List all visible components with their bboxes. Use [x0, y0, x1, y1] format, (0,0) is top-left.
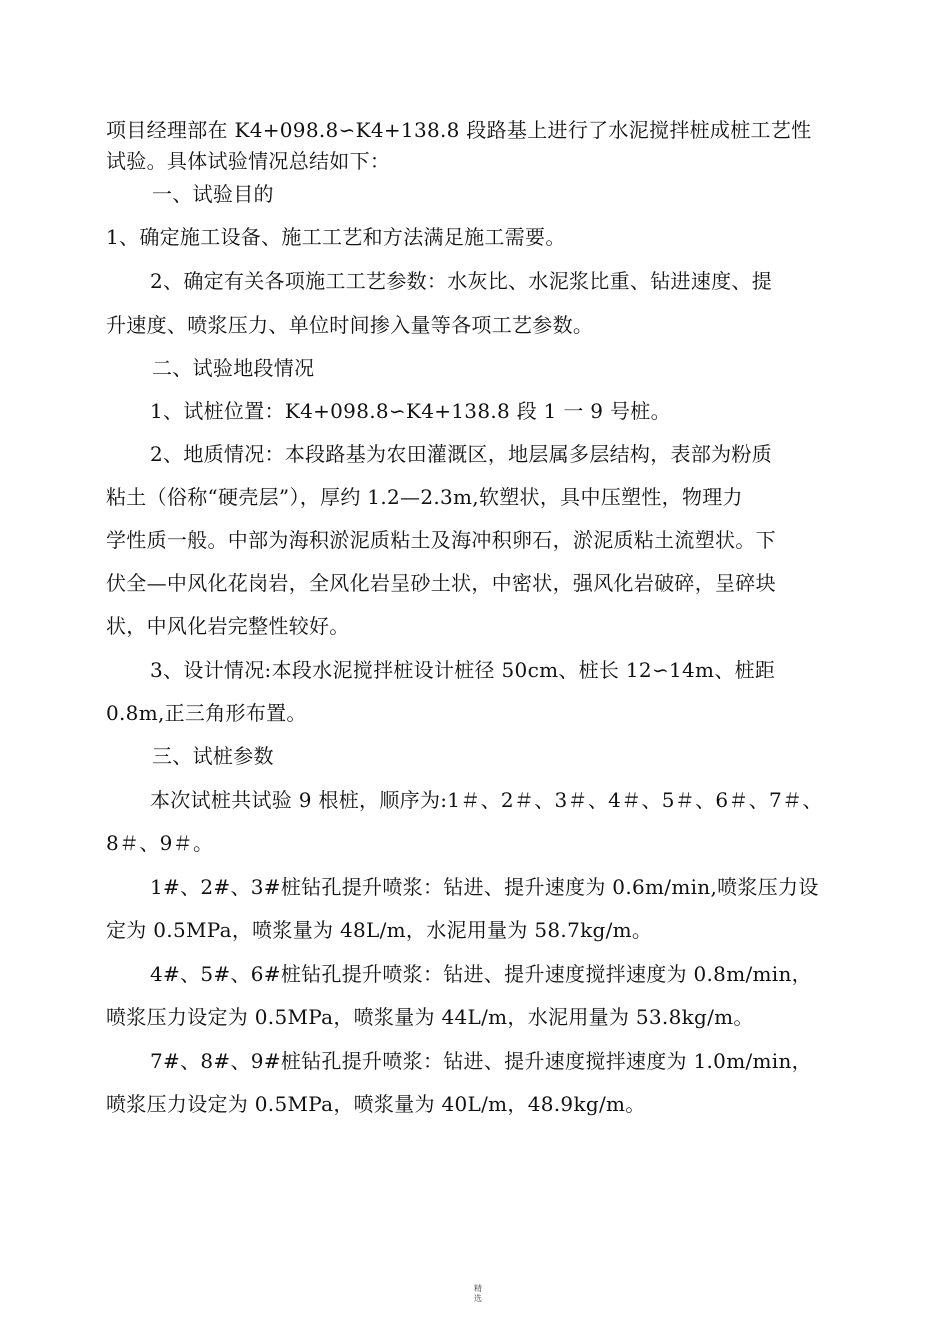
- text-line: 升速度、喷浆压力、单位时间掺入量等各项工艺参数。: [106, 313, 594, 337]
- text-line: 喷浆压力设定为 0.5MPa，喷浆量为 44L/m，水泥用量为 53.8kg/m。: [106, 1005, 754, 1029]
- section-heading: 二、试验地段情况: [152, 356, 315, 380]
- text-line: 项目经理部在 K4+098.8∽K4+138.8 段路基上进行了水泥搅拌桩成桩工艺性: [106, 118, 812, 142]
- text-line: 0.8m,正三角形布置。: [106, 701, 307, 725]
- section-heading: 一、试验目的: [152, 182, 274, 206]
- text-line: 8＃、9＃。: [106, 831, 214, 855]
- text-line: 4#、5#、6#桩钻孔提升喷浆：钻进、提升速度搅拌速度为 0.8m/min，: [150, 962, 812, 986]
- text-line: 喷浆压力设定为 0.5MPa，喷浆量为 40L/m，48.9kg/m。: [106, 1092, 646, 1116]
- text-line: 1、试桩位置：K4+098.8∽K4+138.8 段 1 一 9 号桩。: [150, 399, 671, 423]
- text-line: 7#、8#、9#桩钻孔提升喷浆：钻进、提升速度搅拌速度为 1.0m/min，: [150, 1049, 812, 1073]
- text-line: 状，中风化岩完整性较好。: [106, 614, 350, 638]
- text-line: 学性质一般。中部为海积淤泥质粘土及海冲积卵石，淤泥质粘土流塑状。下: [106, 528, 776, 552]
- section-heading: 三、试桩参数: [152, 744, 274, 768]
- text-line: 2、确定有关各项施工工艺参数：水灰比、水泥浆比重、钻进速度、提: [150, 269, 773, 293]
- footer-mark: 精 选: [474, 1284, 482, 1303]
- text-line: 本次试桩共试验 9 根桩，顺序为:1＃、2＃、3＃、4＃、5＃、6＃、7＃、: [150, 788, 823, 812]
- text-line: 1#、2#、3#桩钻孔提升喷浆：钻进、提升速度为 0.6m/min,喷浆压力设: [150, 875, 819, 899]
- text-line: 试验。具体试验情况总结如下：: [106, 149, 391, 173]
- text-line: 定为 0.5MPa，喷浆量为 48L/m，水泥用量为 58.7kg/m。: [106, 918, 653, 942]
- text-line: 3、设计情况:本段水泥搅拌桩设计桩径 50cm、桩长 12∽14m、桩距: [150, 658, 776, 682]
- text-line: 1、确定施工设备、施工工艺和方法满足施工需要。: [106, 225, 566, 249]
- text-line: 粘土（俗称“硬壳层”），厚约 1.2—2.3m,软塑状，具中压塑性，物理力: [106, 485, 743, 509]
- text-line: 伏全—中风化花岗岩，全风化岩呈砂土状，中密状，强风化岩破碎，呈碎块: [106, 571, 776, 595]
- text-line: 2、地质情况：本段路基为农田灌溉区，地层属多层结构，表部为粉质: [150, 442, 773, 466]
